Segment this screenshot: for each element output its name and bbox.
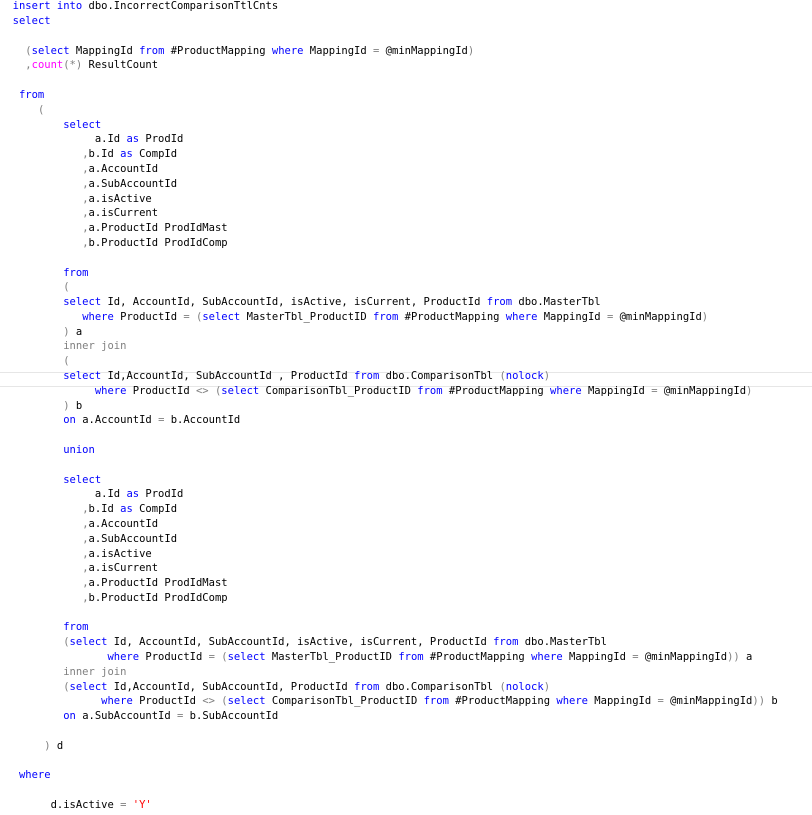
code-token: a.isActive: [88, 548, 152, 560]
code-token: insert into: [12, 0, 83, 12]
indent: [0, 193, 82, 205]
indent: [0, 237, 82, 249]
code-token: (: [214, 385, 222, 397]
indent: [0, 15, 13, 27]
code-line[interactable]: [0, 620, 812, 635]
code-token: ,: [82, 592, 89, 604]
code-token: b.SubAccountId: [183, 710, 279, 722]
code-line[interactable]: [0, 635, 812, 650]
indent: [0, 207, 82, 219]
code-line[interactable]: [0, 650, 812, 665]
code-token: select: [63, 119, 102, 131]
code-token: inner join: [63, 340, 127, 352]
code-token: b.ProductId ProdIdComp: [88, 237, 228, 249]
code-token: a.isCurrent: [88, 207, 159, 219]
code-line[interactable]: [0, 473, 812, 488]
code-line[interactable]: [0, 0, 812, 14]
indent: [0, 400, 63, 412]
indent: [0, 267, 63, 279]
code-token: @minMappingId: [663, 695, 753, 707]
indent: [0, 148, 82, 160]
code-line[interactable]: [0, 561, 812, 576]
code-token: dbo.ComparisonTbl: [379, 681, 500, 693]
code-line[interactable]: [0, 147, 812, 162]
code-token: MappingId: [303, 45, 374, 57]
indent: [0, 133, 95, 145]
code-token: ,: [82, 518, 89, 530]
indent: [0, 769, 19, 781]
code-token: as: [120, 148, 133, 160]
code-token: select: [227, 695, 266, 707]
code-token: (: [63, 681, 70, 693]
code-token: ,: [82, 222, 89, 234]
code-line[interactable]: [0, 14, 812, 29]
code-token: where: [94, 385, 127, 397]
code-token: #ProductMapping: [398, 311, 506, 323]
code-line[interactable]: [0, 280, 812, 295]
code-token: #ProductMapping: [442, 385, 551, 397]
code-token: from: [18, 89, 45, 101]
code-token: ): [44, 740, 51, 752]
code-token: @minMappingId: [638, 651, 728, 663]
code-token: union: [63, 444, 95, 456]
indent: [0, 385, 95, 397]
indent: [0, 710, 63, 722]
code-token: =: [606, 311, 614, 323]
code-token: dbo.MasterTbl: [512, 296, 601, 308]
code-line[interactable]: [0, 44, 812, 59]
indent: [0, 340, 63, 352]
code-token: nolock: [505, 370, 544, 382]
code-line[interactable]: [0, 399, 812, 414]
code-token: a.AccountId: [88, 163, 159, 175]
code-token: dbo.MasterTbl: [518, 636, 607, 648]
code-token: #ProductMapping: [448, 695, 557, 707]
code-token: @minMappingId: [613, 311, 702, 323]
code-token: d: [50, 740, 64, 752]
indent: [0, 548, 82, 560]
code-token: from: [398, 651, 424, 663]
code-token: ,: [82, 193, 89, 205]
code-token: select: [12, 15, 51, 27]
indent: [0, 0, 13, 12]
code-line[interactable]: [0, 413, 812, 428]
code-token: as: [126, 488, 140, 500]
code-token: =: [373, 45, 380, 57]
code-line[interactable]: [0, 532, 812, 547]
indent: [0, 281, 63, 293]
code-token: ,: [25, 59, 32, 71]
code-token: ,: [82, 163, 89, 175]
code-token: ): [63, 326, 70, 338]
code-token: ProductId: [126, 385, 196, 397]
code-line[interactable]: [0, 162, 812, 177]
code-token: a.Id: [94, 488, 127, 500]
code-line[interactable]: [0, 132, 812, 147]
code-token: select: [69, 681, 108, 693]
indent: [0, 533, 82, 545]
code-token: from: [493, 636, 519, 648]
code-token: =: [183, 311, 190, 323]
indent: [0, 740, 44, 752]
code-token: dbo.ComparisonTbl: [379, 370, 500, 382]
code-line[interactable]: [0, 206, 812, 221]
code-token: b.ProductId ProdIdComp: [88, 592, 228, 604]
code-line[interactable]: [0, 221, 812, 236]
code-token: where: [101, 695, 133, 707]
code-token: select: [69, 636, 108, 648]
code-token: d.isActive: [50, 799, 121, 811]
indent: [0, 488, 95, 500]
indent: [0, 636, 63, 648]
indent: [0, 119, 63, 131]
code-token: =: [657, 695, 664, 707]
code-token: ,: [82, 503, 89, 515]
code-token: #ProductMapping: [164, 45, 272, 57]
code-token: )): [752, 695, 766, 707]
code-line[interactable]: [0, 384, 812, 399]
code-token: <>: [202, 695, 215, 707]
code-token: ): [467, 45, 475, 57]
code-token: where: [18, 769, 51, 781]
code-token: Id,AccountId, SubAccountId , ProductId: [101, 370, 355, 382]
code-line[interactable]: [0, 236, 812, 251]
code-token: (: [499, 681, 506, 693]
code-line[interactable]: [0, 192, 812, 207]
indent: [0, 104, 38, 116]
code-token: from: [354, 681, 380, 693]
code-token: ProductId: [113, 311, 184, 323]
code-token: dbo.IncorrectComparisonTtlCnts: [82, 0, 279, 12]
code-token: ResultCount: [82, 59, 159, 71]
code-token: from: [63, 267, 89, 279]
indent: [0, 503, 82, 515]
indent: [0, 311, 82, 323]
code-token: <>: [195, 385, 209, 397]
code-token: where: [550, 385, 582, 397]
code-token: a.isActive: [88, 193, 152, 205]
code-token: ,: [82, 562, 89, 574]
code-line[interactable]: [0, 576, 812, 591]
code-line[interactable]: [0, 295, 812, 310]
code-line[interactable]: [0, 798, 812, 813]
code-token: ,: [82, 548, 89, 560]
code-token: (: [221, 695, 228, 707]
code-line[interactable]: [0, 665, 812, 680]
code-token: ,: [82, 533, 89, 545]
code-token: ProdId: [139, 488, 184, 500]
code-line[interactable]: [0, 591, 812, 606]
code-token: inner join: [63, 666, 127, 678]
code-token: ): [543, 681, 551, 693]
code-token: =: [208, 651, 215, 663]
code-token: a.AccountId: [75, 414, 159, 426]
indent: [0, 178, 82, 190]
code-token: nolock: [505, 681, 544, 693]
code-token: Id, AccountId, SubAccountId, isActive, isCurrent, ProductId: [107, 636, 494, 648]
code-line[interactable]: [0, 118, 812, 133]
indent: [0, 666, 63, 678]
code-token: (: [221, 651, 228, 663]
code-token: from: [417, 385, 443, 397]
code-line[interactable]: [0, 325, 812, 340]
code-token: ProductId: [139, 651, 209, 663]
code-token: from: [139, 45, 165, 57]
code-token: on: [63, 414, 76, 426]
indent: [0, 621, 63, 633]
code-token: count: [31, 59, 64, 71]
code-token: from: [354, 370, 380, 382]
code-line[interactable]: [0, 88, 812, 103]
code-token: (: [37, 104, 45, 116]
code-token: on: [63, 710, 76, 722]
code-line[interactable]: [0, 768, 812, 783]
indent: [0, 355, 63, 367]
indent: [0, 592, 82, 604]
code-token: )): [727, 651, 740, 663]
code-token: b.Id: [88, 503, 121, 515]
indent: [0, 163, 82, 175]
code-token: =: [651, 385, 658, 397]
indent: [0, 799, 51, 811]
code-token: from: [423, 695, 449, 707]
code-token: b.AccountId: [164, 414, 241, 426]
code-token: where: [531, 651, 563, 663]
code-token: where: [82, 311, 114, 323]
code-token: MasterTbl_ProductID: [265, 651, 399, 663]
code-token: (: [63, 355, 70, 367]
code-token: (: [63, 281, 70, 293]
code-token: Id, AccountId, SubAccountId, isActive, isCurrent, ProductId: [101, 296, 487, 308]
code-token: =: [158, 414, 165, 426]
indent: [0, 651, 107, 663]
code-token: (: [196, 311, 203, 323]
code-line[interactable]: [0, 339, 812, 354]
code-line[interactable]: [0, 694, 812, 709]
code-token: a.ProductId ProdIdMast: [88, 577, 228, 589]
code-token: a.SubAccountId: [88, 178, 178, 190]
code-token: ComparisonTbl_ProductID: [259, 385, 418, 397]
code-token: @minMappingId: [379, 45, 468, 57]
code-token: b.Id: [88, 148, 121, 160]
code-line[interactable]: [0, 310, 812, 325]
code-token: select: [63, 474, 102, 486]
code-token: ): [746, 385, 753, 397]
code-token: #ProductMapping: [423, 651, 532, 663]
code-token: (: [25, 45, 32, 57]
code-token: ProductId: [132, 695, 203, 707]
code-token: (: [63, 636, 70, 648]
code-token: b: [69, 400, 83, 412]
code-line[interactable]: [0, 517, 812, 532]
indent: [0, 577, 82, 589]
code-token: CompId: [132, 148, 178, 160]
code-token: ,: [82, 577, 89, 589]
indent: [0, 222, 82, 234]
indent: [0, 414, 63, 426]
code-token: where: [271, 45, 304, 57]
code-token: where: [107, 651, 140, 663]
code-token: MappingId: [587, 695, 658, 707]
code-token: ,: [82, 207, 89, 219]
code-token: ): [63, 400, 70, 412]
code-line[interactable]: [0, 354, 812, 369]
code-token: (*): [63, 59, 83, 71]
code-token: CompId: [132, 503, 178, 515]
code-token: from: [486, 296, 513, 308]
indent: [0, 444, 63, 456]
indent: [0, 518, 82, 530]
code-token: (: [499, 370, 506, 382]
code-token: where: [505, 311, 538, 323]
code-token: ComparisonTbl_ProductID: [265, 695, 424, 707]
code-token: a.AccountId: [88, 518, 159, 530]
indent: [0, 296, 63, 308]
code-token: select: [221, 385, 260, 397]
code-line[interactable]: [0, 266, 812, 281]
code-line[interactable]: [0, 739, 812, 754]
code-token: ,: [82, 148, 89, 160]
code-line[interactable]: [0, 547, 812, 562]
code-token: a: [69, 326, 83, 338]
code-token: =: [632, 651, 639, 663]
code-token: select: [227, 651, 266, 663]
code-token: ProdId: [139, 133, 184, 145]
code-token: a.Id: [94, 133, 127, 145]
code-token: MasterTbl_ProductID: [240, 311, 374, 323]
code-token: from: [373, 311, 399, 323]
indent: [0, 562, 82, 574]
code-line[interactable]: [0, 709, 812, 724]
code-token: ,: [82, 237, 89, 249]
indent: [0, 370, 63, 382]
code-token: 'Y': [132, 799, 152, 811]
code-token: a.SubAccountId: [88, 533, 178, 545]
code-line[interactable]: [0, 369, 812, 384]
code-token: a: [739, 651, 753, 663]
code-token: select: [63, 370, 102, 382]
code-token: =: [120, 799, 127, 811]
code-token: a.ProductId ProdIdMast: [88, 222, 228, 234]
code-token: a.isCurrent: [88, 562, 159, 574]
code-line[interactable]: [0, 443, 812, 458]
code-token: =: [177, 710, 184, 722]
indent: [0, 681, 63, 693]
code-token: select: [202, 311, 241, 323]
indent: [0, 474, 63, 486]
code-token: MappingId: [581, 385, 652, 397]
code-token: b: [765, 695, 778, 707]
indent: [0, 45, 25, 57]
code-token: MappingId: [562, 651, 633, 663]
code-token: ): [701, 311, 709, 323]
code-token: select: [31, 45, 70, 57]
code-token: MappingId: [69, 45, 140, 57]
indent: [0, 326, 63, 338]
indent: [0, 59, 25, 71]
code-token: from: [63, 621, 89, 633]
code-token: ): [543, 370, 551, 382]
code-line[interactable]: [0, 502, 812, 517]
indent: [0, 695, 101, 707]
code-line[interactable]: [0, 177, 812, 192]
code-token: a.SubAccountId: [75, 710, 178, 722]
code-token: as: [126, 133, 140, 145]
code-token: @minMappingId: [657, 385, 747, 397]
code-token: ,: [82, 178, 89, 190]
code-token: select: [63, 296, 102, 308]
code-token: MappingId: [537, 311, 607, 323]
code-line[interactable]: [0, 487, 812, 502]
code-token: Id,AccountId, SubAccountId, ProductId: [107, 681, 355, 693]
code-line[interactable]: [0, 58, 812, 73]
code-line[interactable]: [0, 680, 812, 695]
indent: [0, 89, 19, 101]
code-line[interactable]: [0, 103, 812, 118]
code-token: as: [120, 503, 133, 515]
code-token: where: [556, 695, 588, 707]
